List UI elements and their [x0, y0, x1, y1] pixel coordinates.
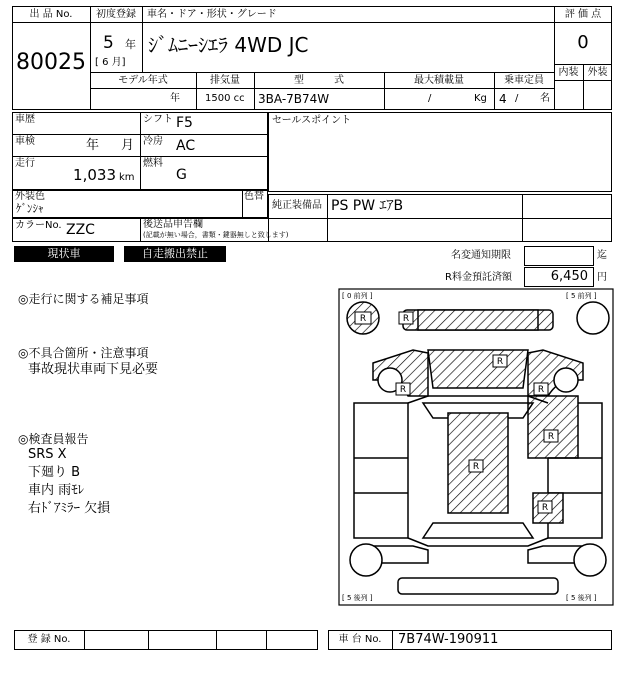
load-label: 最大積載量	[414, 75, 464, 86]
first-reg-label: 初度登録	[96, 9, 136, 20]
lot-number: 80025	[16, 50, 86, 75]
divider	[90, 72, 554, 73]
model-year-unit: 年	[170, 93, 180, 104]
damage-mark: R	[541, 503, 549, 513]
name-change-unit: 迄	[597, 250, 607, 261]
no-self-drive-badge: 自走搬出禁止	[124, 246, 226, 262]
divider	[140, 112, 141, 190]
hood	[428, 350, 528, 388]
color-value: ｹﾞﾝｼｬ	[16, 202, 44, 215]
load-unit: Kg	[474, 93, 487, 104]
capacity-unit: 名	[540, 93, 550, 104]
current-badge: 現状車	[14, 246, 114, 262]
capacity-label: 乗車定員	[504, 75, 544, 86]
mileage-value: 1,033	[73, 166, 116, 184]
interior-label: 内装	[558, 67, 579, 78]
driving-title: ◎走行に関する補足事項	[18, 292, 149, 306]
damage-mark: R	[547, 432, 555, 442]
divider	[12, 22, 90, 23]
divider	[266, 630, 267, 650]
divider	[90, 88, 554, 89]
corner-label: [ 5 後列 ]	[342, 594, 373, 602]
color-no-label: カラーNo.	[15, 220, 62, 231]
year-value: 5	[103, 33, 114, 53]
equipment-value: PS PW ｴｱB	[331, 198, 404, 214]
color-no-value: ZZC	[66, 222, 95, 238]
aftermarket-label: 後送品申告欄	[143, 219, 203, 230]
rear-bumper	[398, 578, 558, 594]
divider	[554, 80, 612, 81]
type-value: 3BA-7B74W	[258, 92, 330, 106]
aftermarket-note: (記載が無い場合，書類・鍵器無しと致します)	[143, 231, 289, 239]
color-label: 外装色	[15, 191, 45, 202]
car-damage-diagram	[338, 288, 614, 606]
lot-label: 出 品 No.	[29, 9, 73, 20]
equipment-label: 純正装備品	[272, 200, 322, 211]
score-label: 評 価 点	[564, 9, 602, 20]
divider	[142, 6, 143, 72]
displacement-value: 1500 cc	[205, 93, 245, 104]
inspector-line: SRS X	[28, 447, 67, 462]
history-label: 車歴	[15, 114, 35, 125]
divider	[327, 194, 328, 218]
corner-label: [ 0 前列 ]	[342, 292, 373, 300]
inspector-line: 下廻り B	[28, 465, 81, 480]
car-name: ｼﾞﾑﾆｰｼｴﾗ 4WD JC	[148, 33, 309, 57]
color-frame	[12, 190, 268, 218]
damage-mark: R	[399, 385, 407, 395]
divider	[242, 190, 243, 218]
ac-value: AC	[176, 138, 196, 154]
type-label: 型 式	[294, 75, 344, 86]
divider	[90, 22, 554, 23]
defect-line: 事故現状車両下見必要	[28, 362, 159, 377]
color-change-label: 色替	[244, 191, 264, 202]
damage-mark: R	[537, 385, 545, 395]
damage-mark: R	[496, 357, 504, 367]
reg-no-label: 登 録 No.	[27, 634, 71, 645]
divider	[554, 22, 612, 23]
right-side-panel	[528, 396, 578, 458]
load-slash: /	[428, 93, 432, 104]
recycle-amount: 6,450	[550, 269, 588, 284]
car-name-label: 車名・ドア・形状・グレード	[147, 9, 277, 20]
inspector-line: 車内 雨ﾓﾚ	[28, 483, 85, 498]
inspection-month: 月	[121, 138, 135, 153]
exterior-label: 外装	[587, 67, 608, 78]
month-value: [ 6 月]	[95, 57, 126, 68]
divider	[216, 630, 217, 650]
chassis-number: 7B74W-190911	[398, 632, 499, 647]
corner-label: [ 5 前列 ]	[566, 292, 597, 300]
capacity-slash: /	[515, 93, 519, 104]
inspector-line: 右ﾄﾞｱﾐﾗｰ 欠損	[28, 501, 111, 516]
inspection-label: 車検	[15, 136, 35, 147]
divider	[148, 630, 149, 650]
damage-mark: R	[472, 462, 480, 472]
displacement-label: 排気量	[210, 75, 240, 86]
chassis-label: 車 台 No.	[338, 634, 382, 645]
year-unit: 年	[125, 38, 136, 51]
mileage-label: 走行	[15, 158, 35, 169]
model-year-label: モデル年式	[118, 75, 168, 86]
divider	[84, 630, 85, 650]
corner-label: [ 5 後列 ]	[566, 594, 597, 602]
fuel-label: 燃料	[143, 158, 163, 169]
mileage-unit: km	[119, 172, 135, 183]
divider	[12, 134, 268, 135]
sales-point-label: セールスポイント	[272, 115, 352, 126]
divider	[392, 630, 393, 650]
inspector-title: ◎検査員報告	[18, 432, 89, 446]
name-change-box[interactable]	[524, 246, 594, 266]
recycle-unit: 円	[597, 272, 607, 283]
defect-title: ◎不具合箇所・注意事項	[18, 346, 149, 360]
name-change-label: 名変通知期限	[451, 250, 511, 261]
fuel-value: G	[176, 167, 187, 183]
damage-mark: R	[402, 314, 410, 324]
divider	[12, 156, 268, 157]
damage-mark: R	[359, 314, 367, 324]
capacity-value: 4	[499, 92, 507, 106]
shift-value: F5	[176, 115, 193, 131]
inspection-year: 年	[86, 138, 100, 153]
shift-label: シフト	[143, 114, 173, 125]
divider	[140, 218, 141, 242]
score-value: 0	[577, 32, 589, 53]
ac-label: 冷房	[143, 136, 163, 147]
recycle-label: R料金預託済額	[445, 272, 512, 283]
